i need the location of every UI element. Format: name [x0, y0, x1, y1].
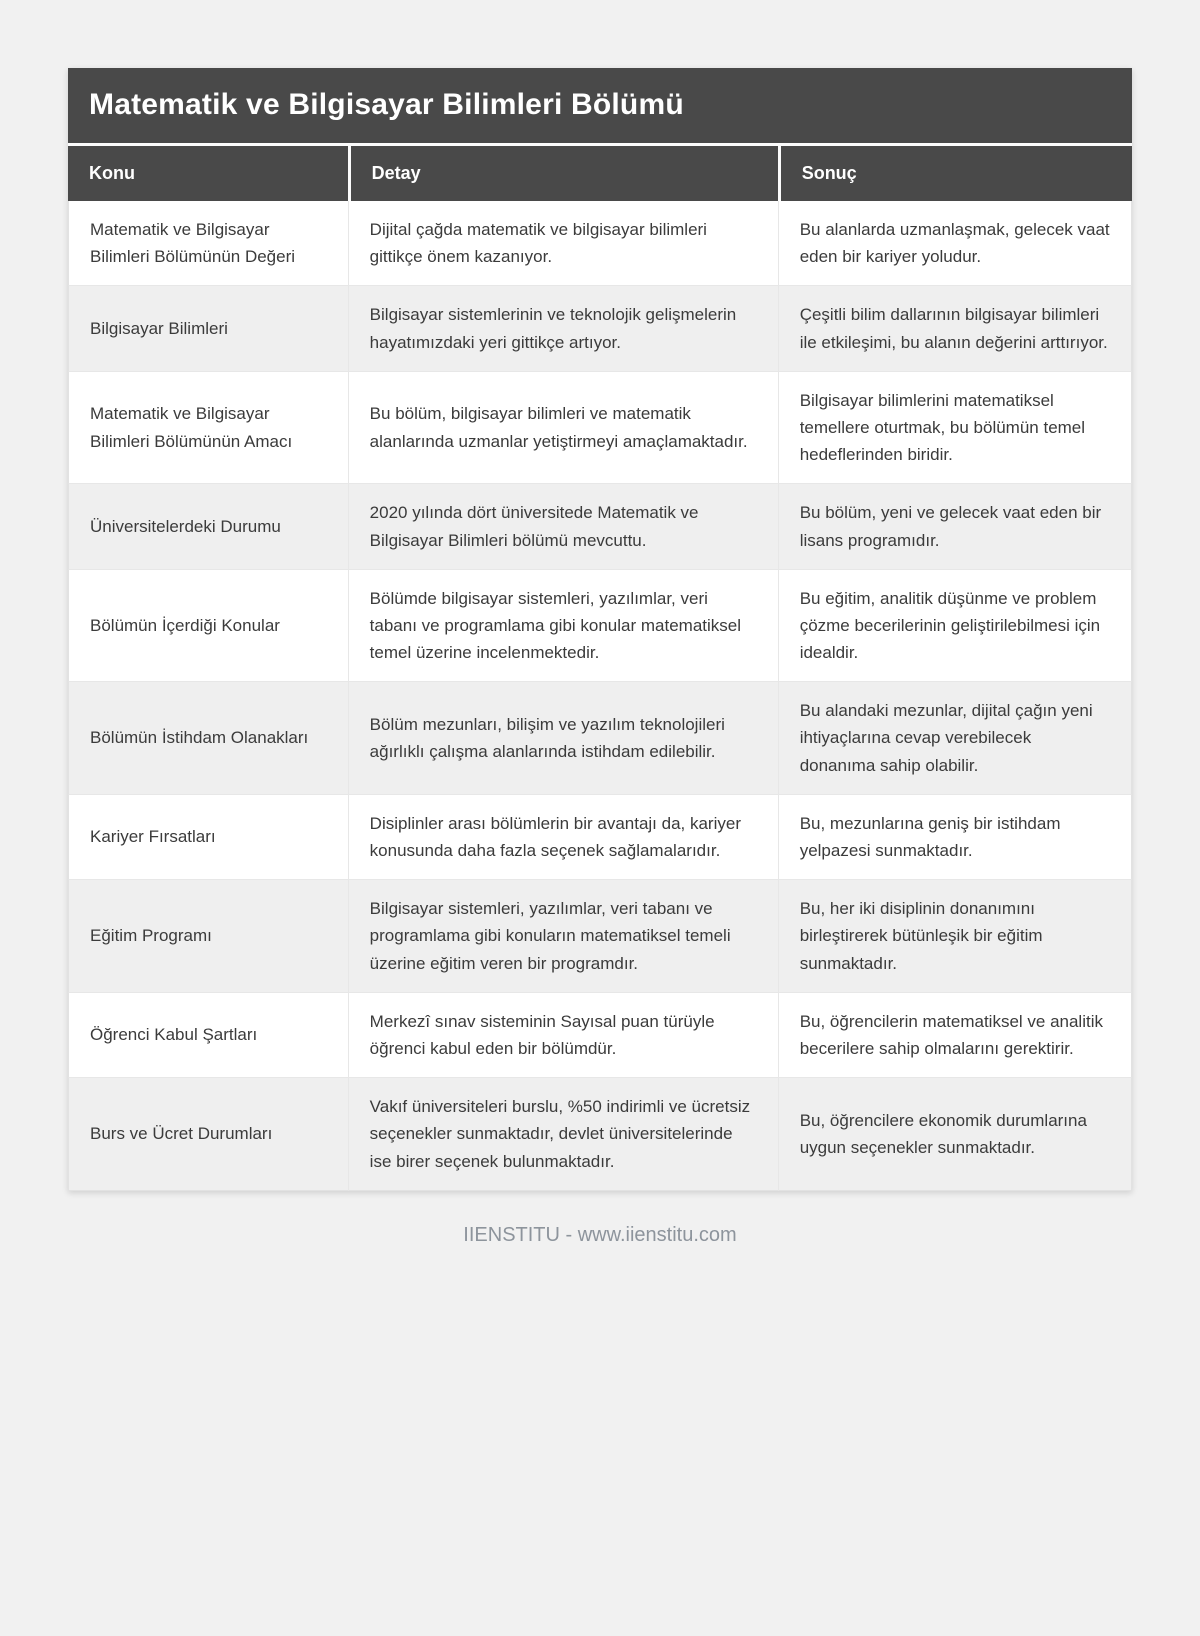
table-row: [68, 992, 1132, 1077]
konu-cell: Burs ve Ücret Durumları: [68, 1077, 348, 1191]
sonuc-cell: Bu alanlarda uzmanlaşmak, gelecek vaat eden bir kariyer yoludur.: [778, 201, 1132, 285]
sonuc-cell: Bu, mezunlarına geniş bir istihdam yelpazesi sunmaktadır.: [778, 794, 1132, 879]
table-row: [68, 681, 1132, 794]
footer-text: IIENSTITU - www.iienstitu.com: [463, 1223, 737, 1246]
sonuc-cell: Bu, öğrencilerin matematiksel ve analitik becerilere sahip olmalarını gerektirir.: [778, 992, 1132, 1077]
detay-cell: Bölüm mezunları, bilişim ve yazılım teknolojileri ağırlıklı çalışma alanlarında istihdam edilebilir.: [348, 681, 778, 794]
detay-cell: Bilgisayar sistemlerinin ve teknolojik gelişmelerin hayatımızdaki yeri gittikçe artıyor.: [348, 285, 778, 370]
table-row: [68, 569, 1132, 682]
konu-cell: Bölümün İçerdiği Konular: [68, 569, 348, 682]
column-header-detay: Detay: [348, 143, 778, 201]
table-body: [68, 201, 1132, 1191]
sonuc-cell: Bu alandaki mezunlar, dijital çağın yeni ihtiyaçlarına cevap verebilecek donanıma sahip olabilir.: [778, 681, 1132, 794]
column-header-sonuc: Sonuç: [778, 143, 1132, 201]
konu-cell: Kariyer Fırsatları: [68, 794, 348, 879]
detay-cell: Vakıf üniversiteleri burslu, %50 indirimli ve ücretsiz seçenekler sunmaktadır, devlet üniversitelerinde ise birer seçenek bulunmaktadır.: [348, 1077, 778, 1191]
konu-cell: Matematik ve Bilgisayar Bilimleri Bölümünün Değeri: [68, 201, 348, 285]
table-row: [68, 201, 1132, 285]
table-row: [68, 285, 1132, 370]
konu-cell: Bölümün İstihdam Olanakları: [68, 681, 348, 794]
konu-cell: Matematik ve Bilgisayar Bilimleri Bölümünün Amacı: [68, 371, 348, 484]
table-row: [68, 483, 1132, 568]
detay-cell: 2020 yılında dört üniversitede Matematik ve Bilgisayar Bilimleri bölümü mevcuttu.: [348, 483, 778, 568]
konu-cell: Eğitim Programı: [68, 879, 348, 992]
detay-cell: Bölümde bilgisayar sistemleri, yazılımlar, veri tabanı ve programlama gibi konular matematiksel temel üzerine incelenmektedir.: [348, 569, 778, 682]
table-row: [68, 794, 1132, 879]
table-header-row: [68, 143, 1132, 201]
detay-cell: Bilgisayar sistemleri, yazılımlar, veri tabanı ve programlama gibi konuların matematiksel temeli üzerine eğitim veren bir programdır.: [348, 879, 778, 992]
table-row: [68, 371, 1132, 484]
detay-cell: Disiplinler arası bölümlerin bir avantajı da, kariyer konusunda daha fazla seçenek sağlamalarıdır.: [348, 794, 778, 879]
detay-cell: Dijital çağda matematik ve bilgisayar bilimleri gittikçe önem kazanıyor.: [348, 201, 778, 285]
sonuc-cell: Çeşitli bilim dallarının bilgisayar bilimleri ile etkileşimi, bu alanın değerini arttırıyor.: [778, 285, 1132, 370]
konu-cell: Bilgisayar Bilimleri: [68, 285, 348, 370]
detay-cell: Bu bölüm, bilgisayar bilimleri ve matematik alanlarında uzmanlar yetiştirmeyi amaçlamaktadır.: [348, 371, 778, 484]
sonuc-cell: Bu eğitim, analitik düşünme ve problem çözme becerilerinin geliştirilebilmesi için idealdir.: [778, 569, 1132, 682]
detay-cell: Merkezî sınav sisteminin Sayısal puan türüyle öğrenci kabul eden bir bölümdür.: [348, 992, 778, 1077]
sonuc-cell: Bu, her iki disiplinin donanımını birleştirerek bütünleşik bir eğitim sunmaktadır.: [778, 879, 1132, 992]
konu-cell: Öğrenci Kabul Şartları: [68, 992, 348, 1077]
table-row: [68, 1077, 1132, 1191]
sonuc-cell: Bu bölüm, yeni ve gelecek vaat eden bir lisans programıdır.: [778, 483, 1132, 568]
konu-cell: Üniversitelerdeki Durumu: [68, 483, 348, 568]
table-card: [68, 68, 1132, 1191]
sonuc-cell: Bu, öğrencilere ekonomik durumlarına uygun seçenekler sunmaktadır.: [778, 1077, 1132, 1191]
page-title: Matematik ve Bilgisayar Bilimleri Bölümü: [68, 68, 1132, 143]
column-header-konu: Konu: [68, 143, 348, 201]
info-table: [68, 143, 1132, 1191]
table-row: [68, 879, 1132, 992]
sonuc-cell: Bilgisayar bilimlerini matematiksel temellere oturtmak, bu bölümün temel hedeflerinden biridir.: [778, 371, 1132, 484]
